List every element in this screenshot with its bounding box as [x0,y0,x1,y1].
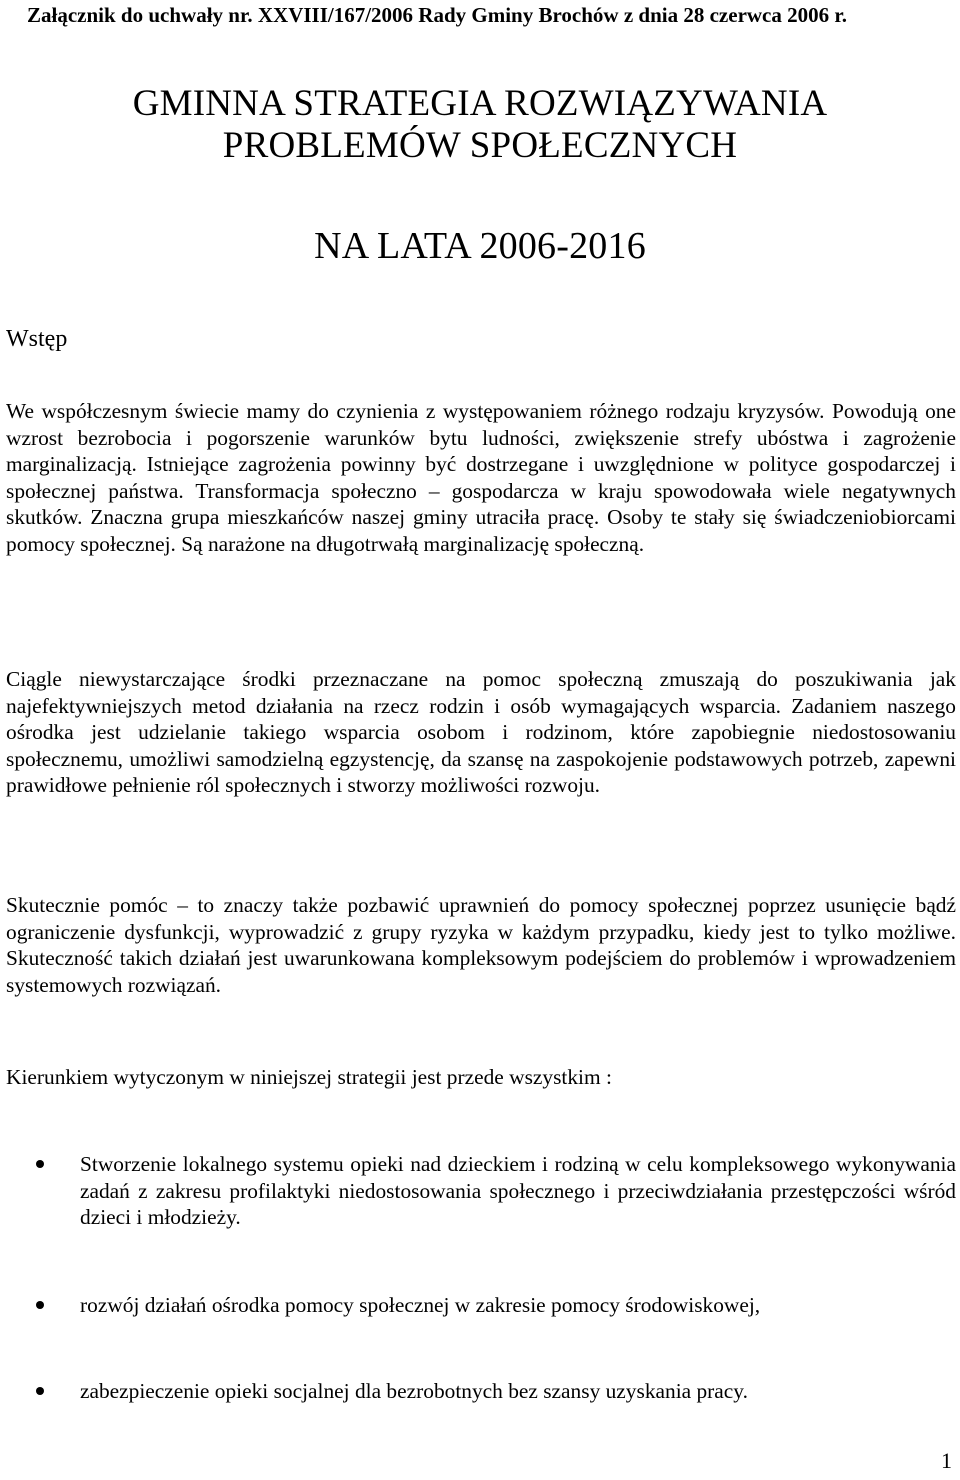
list-item [80,1292,956,1319]
list-item-text: Stworzenie lokalnego systemu opieki nad dzieckiem i rodziną w celu kompleksowego wykonywania zadań z zakresu profilaktyki niedostosowania społecznego i przeciwdziałania przestępczości wśród dzieci i młodzieży. [80,1152,956,1230]
bullet-dot-icon [36,1387,44,1395]
paragraph-support-mission: Ciągle niewystarczające środki przeznaczane na pomoc społeczną zmuszają do poszukiwania jak najefektywniejszych metod działania na rzecz rodzin i osób wymagających wsparcia. Zadaniem naszego ośrodka jest udzielanie takiego wsparcia osobom i rodzinom, które zapobiegnie niedostosowaniu społecznemu, umożliwi samodzielną egzystencję, da szansę na zaspokojenie podstawowych potrzeb, zapewni prawidłowe pełnienie ról społecznych i stworzy możliwości rozwoju. [6,667,956,798]
bullet-dot-icon [36,1160,44,1168]
section-heading-introduction: Wstęp [6,326,68,352]
list-item-text: rozwój działań ośrodka pomocy społecznej w zakresie pomocy środowiskowej, [80,1293,761,1317]
document-title-line-2: PROBLEMÓW SPOŁECZNYCH [222,125,738,166]
list-item [80,1151,956,1231]
list-item-text: zabezpieczenie opieki socjalnej dla bezrobotnych bez szansy uzyskania pracy. [80,1379,748,1403]
paragraph-crisis-context: We współczesnym świecie mamy do czynienia z występowaniem różnego rodzaju kryzysów. Powodują one wzrost bezrobocia i pogorszenie warunków bytu ludności, zwiększenie strefy ubóstwa i zagrożenie marginalizacją. Istniejące zagrożenia powinny być dostrzegane i uwzględnione w polityce gospodarczej i społecznej państwa. Transformacja społeczno – gospodarcza w kraju spowodowała wiele negatywnych skutków. Znaczna grupa mieszkańców naszej gminy utraciła pracę. Osoby te stały się świadczeniobiorcami pomocy społecznej. Są narażone na długotrwałą marginalizację społeczną. [6,399,956,556]
page-number: 1 [941,1448,952,1473]
document-subtitle-years: NA LATA 2006-2016 [314,225,646,267]
paragraph-effective-help: Skutecznie pomóc – to znaczy także pozbawić uprawnień do pomocy społecznej poprzez usunięcie bądź ograniczenie dysfunkcji, wyprowadzić z grupy ryzyka w każdym przypadku, kiedy jest to tylko możliwe. Skuteczność takich działań jest uwarunkowana kompleksowym podejściem do problemów i wprowadzeniem systemowych rozwiązań. [6,893,956,997]
list-item [80,1378,956,1405]
bullet-dot-icon [36,1301,44,1309]
paragraph-strategy-direction: Kierunkiem wytyczonym w niniejszej strategii jest przede wszystkim : [6,1065,612,1089]
document-title-line-1: GMINNA STRATEGIA ROZWIĄZYWANIA [132,83,828,124]
resolution-header-note: Załącznik do uchwały nr. XXVIII/167/2006 Rady Gminy Brochów z dnia 28 czerwca 2006 r. [27,3,848,27]
